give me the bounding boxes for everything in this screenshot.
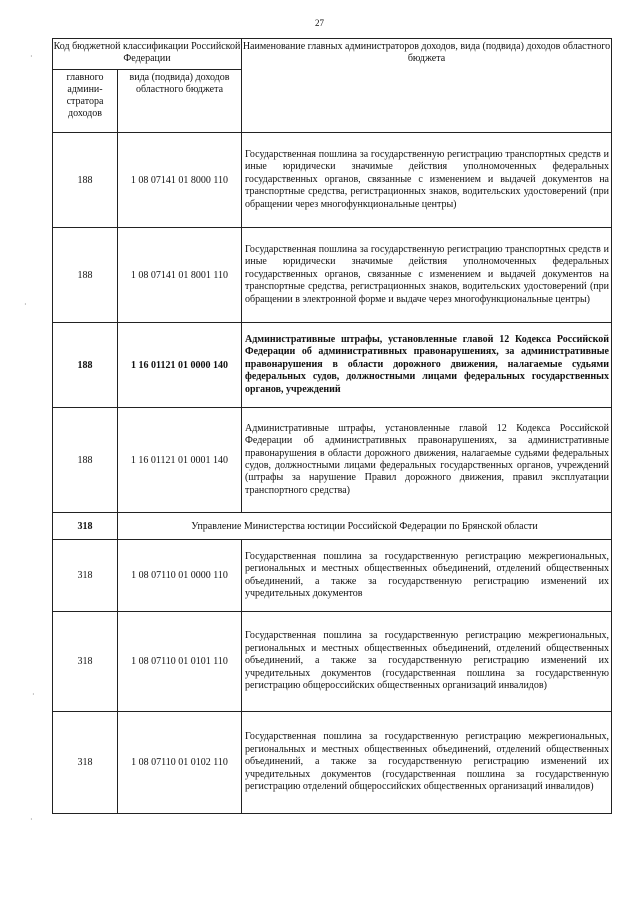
scan-dot: · — [24, 300, 27, 309]
cell-code: 1 08 07110 01 0101 110 — [118, 612, 242, 712]
cell-desc: Административные штрафы, установленные главой 12 Кодекса Российской Федерации об административных правонарушениях, за административные правонарушения в области дорожного движения, налагаемые судьями федеральных судов, должностными лицами федеральных государственных органов, учреждений (штрафы за нарушение Правил дорожного движения, правил эксплуатации транспортного средства) — [242, 408, 612, 513]
cell-admin: 188 — [53, 323, 118, 408]
section-title: Управление Министерства юстиции Российской Федерации по Брянской области — [118, 513, 612, 540]
table-row — [53, 133, 612, 228]
table-header-row — [53, 39, 612, 70]
cell-code: 1 08 07141 01 8000 110 — [118, 133, 242, 228]
scan-dot: · — [30, 815, 33, 824]
budget-classification-table — [52, 38, 612, 814]
cell-desc: Государственная пошлина за государственную регистрацию межрегиональных, региональных и местных общественных объединений, отделений общественных объединений, а также за государственную регистрацию изменений их учредительных документов (государственная пошлина за государственную регистрацию отделений общероссийских общественных организаций инвалидов) — [242, 712, 612, 814]
cell-admin: 188 — [53, 133, 118, 228]
table-row — [53, 323, 612, 408]
cell-desc: Государственная пошлина за государственную регистрацию межрегиональных, региональных и местных общественных объединений, отделений общественных объединений, а также за государственную регистрацию изменений их учредительных документов (государственная пошлина за государственную регистрацию общероссийских общественных организаций инвалидов) — [242, 612, 612, 712]
cell-code: 1 08 07110 01 0102 110 — [118, 712, 242, 814]
cell-admin: 188 — [53, 408, 118, 513]
header-code-group: Код бюджетной классификации Российской Федерации — [53, 39, 242, 70]
header-admin: главного админи-стратора доходов — [53, 70, 118, 133]
cell-desc: Государственная пошлина за государственную регистрацию транспортных средств и иные юридически значимые действия уполномоченных федеральных государственных органов, связанные с изменением и выдачей документов на транспортные средства, регистрационных знаков, водительских удостоверений (при обращении в электронной форме и выдаче через многофункциональные центры) — [242, 228, 612, 323]
table-row — [53, 540, 612, 612]
cell-code: 1 08 07141 01 8001 110 — [118, 228, 242, 323]
cell-desc: Государственная пошлина за государственную регистрацию транспортных средств и иные юридически значимые действия уполномоченных федеральных государственных органов, связанные с изменением и выдачей документов на транспортные средства, регистрационных знаков, водительских удостоверений (при обращении через многофункциональные центры) — [242, 133, 612, 228]
cell-admin: 318 — [53, 712, 118, 814]
cell-code: 1 08 07110 01 0000 110 — [118, 540, 242, 612]
section-admin: 318 — [53, 513, 118, 540]
section-row — [53, 513, 612, 540]
cell-admin: 188 — [53, 228, 118, 323]
scan-margin — [0, 0, 40, 902]
table-row — [53, 408, 612, 513]
header-type: вида (подвида) доходов областного бюджета — [118, 70, 242, 133]
cell-desc: Административные штрафы, установленные главой 12 Кодекса Российской Федерации об административных правонарушениях, за административные правонарушения в области дорожного движения, налагаемые судьями федеральных судов, должностными лицами федеральных государственных органов, учреждений — [242, 323, 612, 408]
table-row — [53, 612, 612, 712]
cell-admin: 318 — [53, 612, 118, 712]
table-row — [53, 228, 612, 323]
cell-desc: Государственная пошлина за государственную регистрацию межрегиональных, региональных и местных общественных объединений, отделений общественных объединений, а также за государственную регистрацию изменений их учредительных документов — [242, 540, 612, 612]
page-number: 27 — [315, 18, 324, 28]
scan-dot: · — [32, 690, 35, 699]
header-name: Наименование главных администраторов доходов, вида (подвида) доходов областного бюджета — [242, 39, 612, 133]
scan-dot: · — [30, 52, 33, 61]
cell-admin: 318 — [53, 540, 118, 612]
cell-code: 1 16 01121 01 0000 140 — [118, 323, 242, 408]
cell-code: 1 16 01121 01 0001 140 — [118, 408, 242, 513]
table-row — [53, 712, 612, 814]
